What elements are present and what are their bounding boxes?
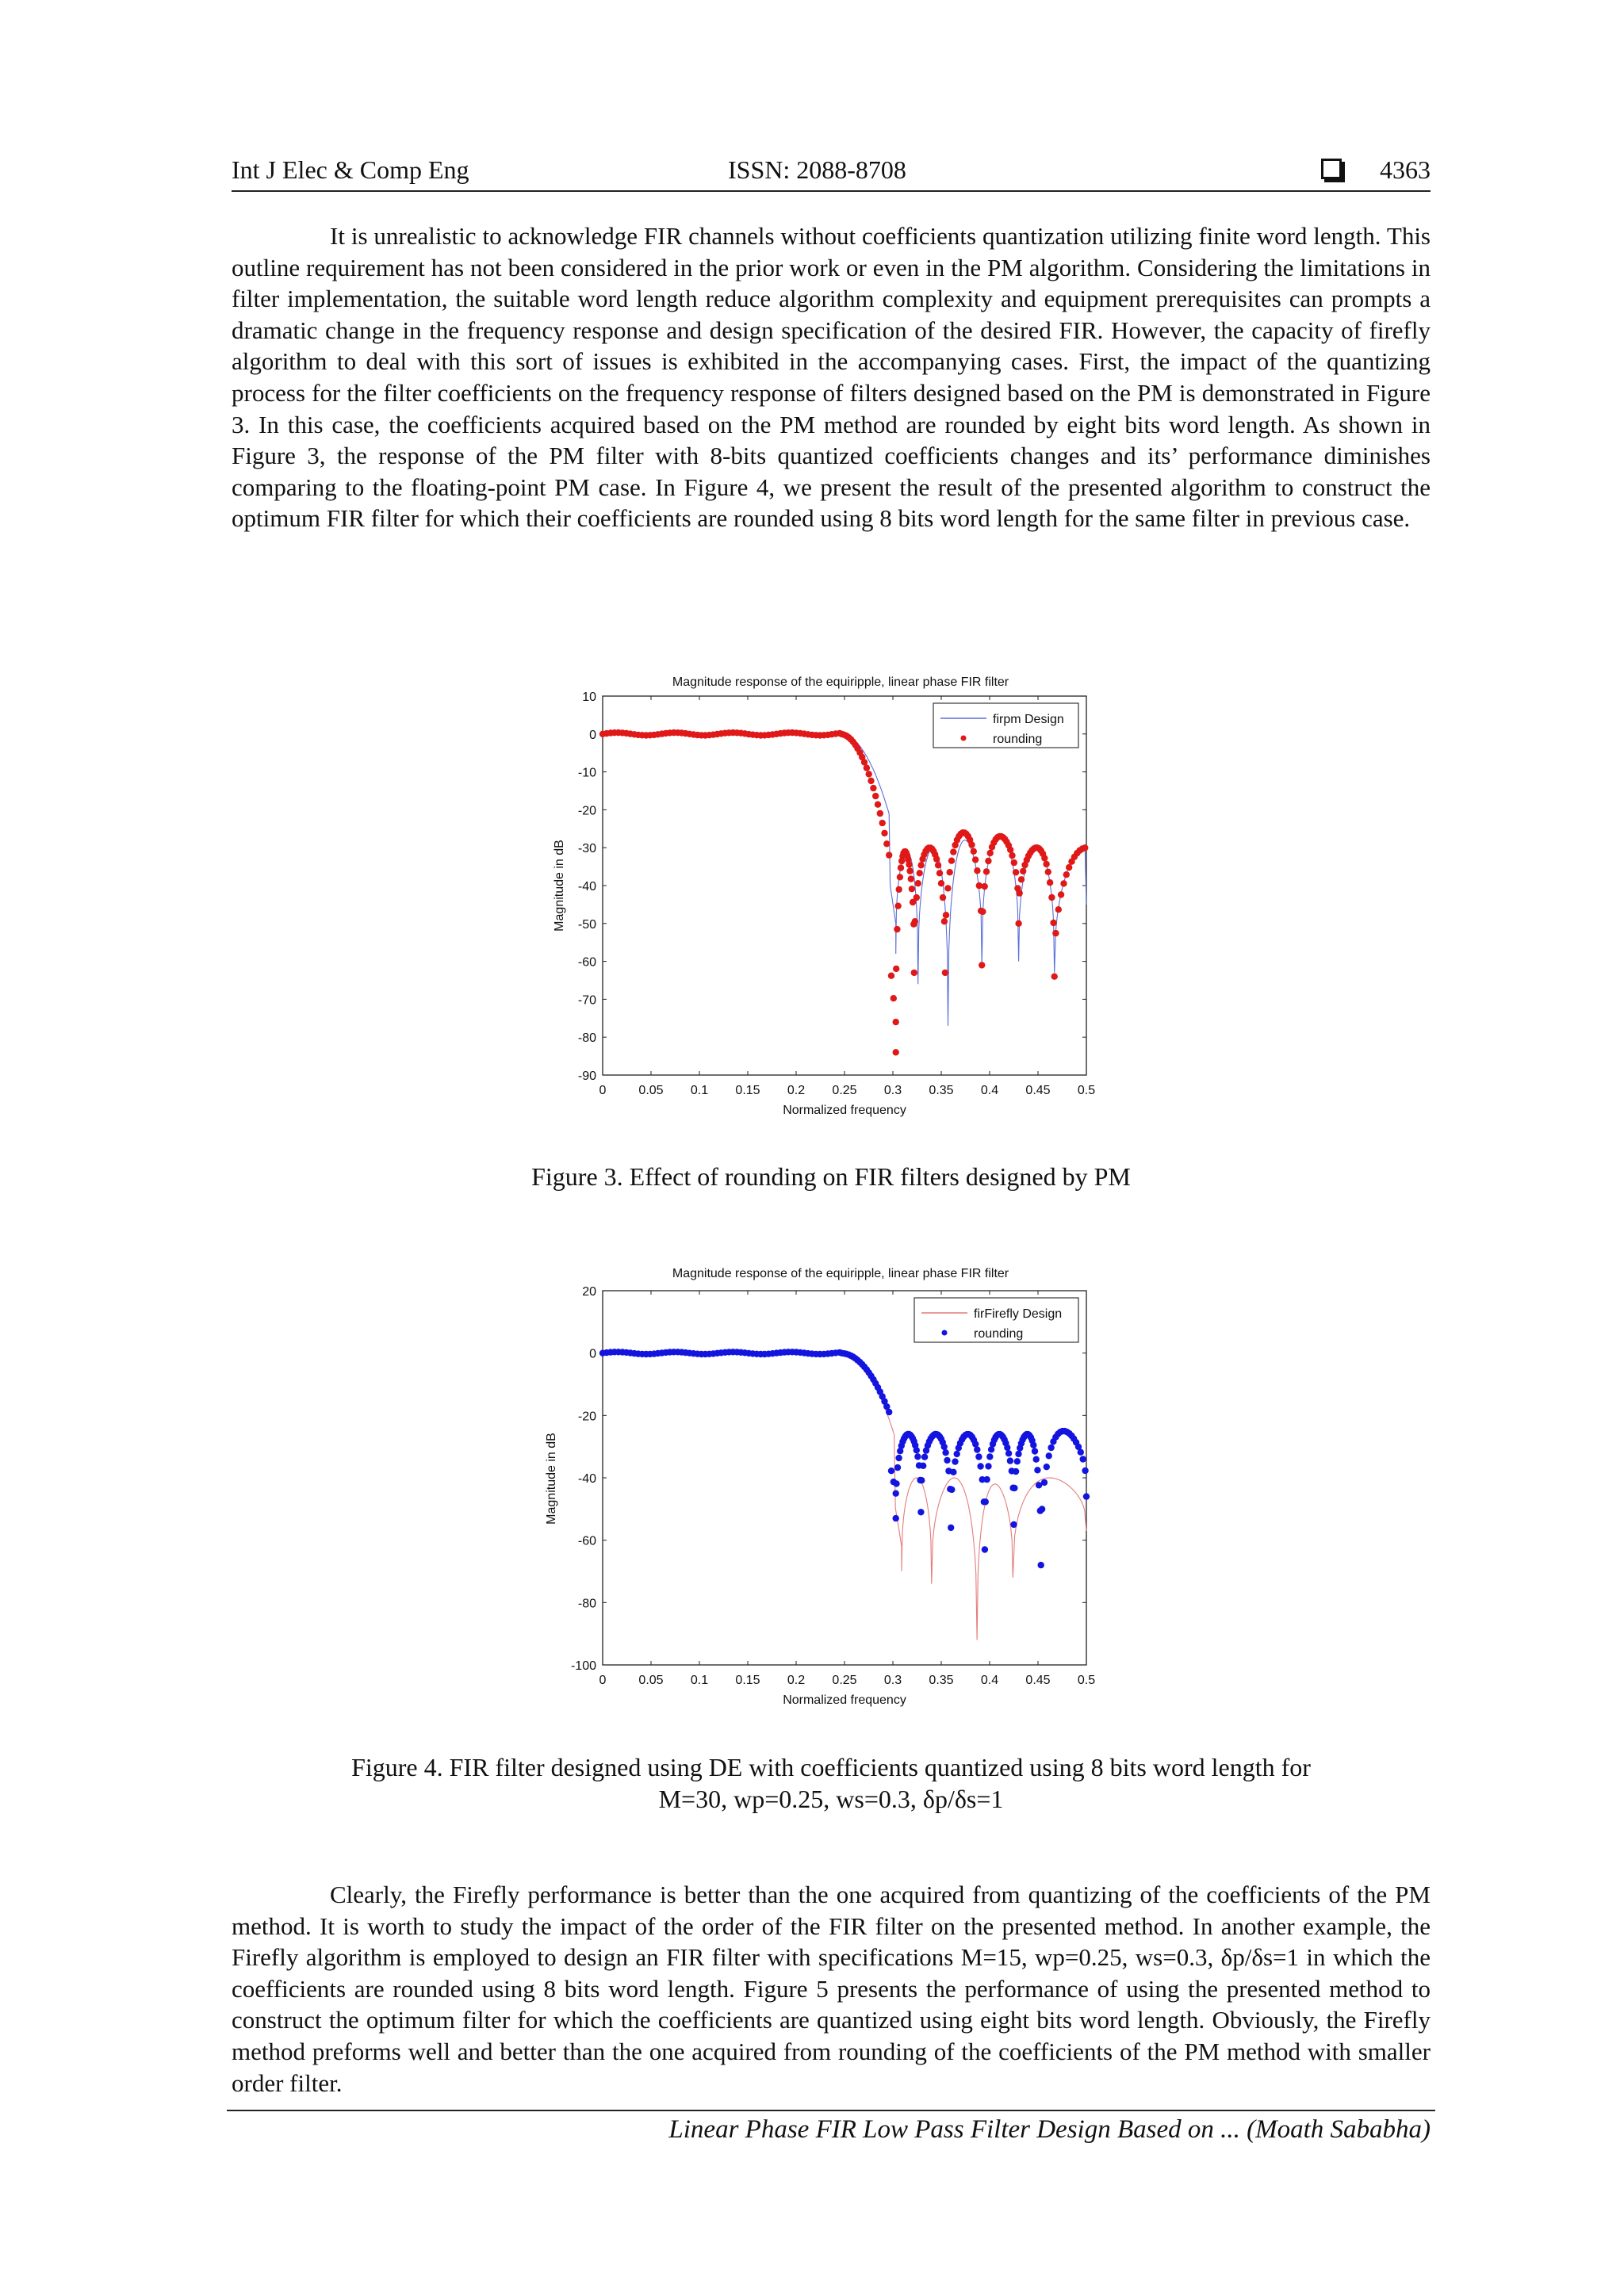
data-point <box>987 850 994 856</box>
data-point <box>1017 890 1023 896</box>
data-point <box>877 810 883 817</box>
null-point <box>893 1049 899 1055</box>
data-point <box>914 894 920 901</box>
data-point <box>952 1458 958 1464</box>
data-point <box>1044 1464 1050 1470</box>
legend-entry-1: firpm Design <box>993 713 1064 726</box>
x-axis-label: Normalized frequency <box>783 1104 906 1117</box>
page-number: 4363 <box>1380 155 1431 184</box>
chart-title: Magnitude response of the equiripple, linear phase FIR filter <box>672 675 1009 689</box>
data-point <box>935 862 941 868</box>
x-axis-label: Normalized frequency <box>783 1693 906 1707</box>
data-point <box>1013 869 1019 875</box>
data-point <box>908 875 914 882</box>
null-point <box>948 1525 954 1531</box>
data-point <box>914 1447 920 1453</box>
data-point <box>983 868 990 874</box>
data-point <box>1014 1458 1021 1464</box>
legend-marker-swatch <box>942 1330 948 1336</box>
journal-name: Int J Elec & Comp Eng <box>232 155 469 184</box>
y-tick-label: 10 <box>582 691 596 704</box>
y-axis-label: Magnitude in dB <box>545 1433 558 1525</box>
x-tick-label: 0.45 <box>1025 1084 1051 1097</box>
data-point <box>1043 861 1049 867</box>
data-point <box>1080 1456 1086 1462</box>
data-point <box>974 867 980 874</box>
data-point <box>920 1463 926 1469</box>
figure-3-caption: Figure 3. Effect of rounding on FIR filters designed by PM <box>531 1162 1131 1191</box>
data-point <box>972 856 979 863</box>
y-tick-label: 20 <box>582 1285 596 1299</box>
x-tick-label: 0.5 <box>1077 1084 1096 1097</box>
y-tick-label: 0 <box>589 1347 596 1361</box>
data-point <box>982 883 988 890</box>
data-point <box>1060 880 1067 886</box>
data-point <box>1063 871 1070 878</box>
null-point <box>1038 1562 1044 1568</box>
figure-4-caption-line-1: Figure 4. FIR filter designed using DE with coefficients quantized using 8 bits word length for <box>351 1753 1311 1781</box>
data-point <box>954 1451 960 1457</box>
data-point <box>888 1468 894 1474</box>
null-point <box>979 962 985 968</box>
data-point <box>917 870 923 876</box>
data-point <box>974 1446 980 1452</box>
plot-frame <box>603 696 1086 1075</box>
figure-4-caption-line-2: M=30, wp=0.25, ws=0.3, δp/δs=1 <box>658 1785 1004 1813</box>
data-point <box>893 966 899 972</box>
data-point <box>947 869 953 875</box>
y-tick-label: -80 <box>577 1031 596 1046</box>
data-point <box>941 918 948 924</box>
x-tick-label: 0.05 <box>638 1084 664 1097</box>
x-tick-label: 0.4 <box>980 1084 999 1097</box>
data-point <box>917 862 924 868</box>
data-point <box>950 848 956 855</box>
y-tick-label: 0 <box>589 728 596 742</box>
figure-4-caption <box>232 1751 1431 1815</box>
data-point <box>895 1455 902 1461</box>
data-point <box>912 918 918 924</box>
data-point <box>914 1453 921 1460</box>
data-point <box>918 1477 925 1483</box>
data-point <box>936 870 943 876</box>
data-point <box>1005 1450 1012 1456</box>
legend <box>933 703 1078 748</box>
null-point <box>911 970 917 976</box>
data-point <box>921 1454 928 1460</box>
data-point <box>909 886 915 892</box>
y-tick-label: -90 <box>577 1070 596 1083</box>
x-tick-label: 0.1 <box>690 1084 709 1097</box>
figure-4-chart <box>531 1257 1102 1717</box>
data-point <box>1009 852 1015 859</box>
null-point <box>917 1509 924 1515</box>
data-point <box>1082 1468 1088 1474</box>
y-tick-label: -10 <box>577 766 596 780</box>
data-point <box>1007 847 1013 853</box>
data-point <box>971 848 977 855</box>
data-point <box>897 874 903 880</box>
x-tick-label: 0.2 <box>787 1084 806 1097</box>
data-point <box>894 926 900 932</box>
data-point <box>1047 879 1053 886</box>
figure-4 <box>531 1257 1102 1717</box>
data-point <box>866 771 872 777</box>
x-tick-label: 0.25 <box>832 1084 857 1097</box>
data-point <box>985 858 991 864</box>
data-point <box>1041 855 1048 861</box>
data-point <box>1032 1448 1038 1454</box>
data-point <box>1052 930 1059 936</box>
legend-entry-1: firFirefly Design <box>974 1307 1063 1321</box>
data-point <box>1048 894 1055 901</box>
data-point <box>1020 868 1026 874</box>
y-tick-label: -40 <box>577 880 596 894</box>
data-point <box>938 880 944 886</box>
data-point <box>933 855 940 862</box>
null-point <box>1083 1493 1090 1499</box>
y-tick-label: -40 <box>577 1472 596 1486</box>
data-point <box>982 1498 989 1505</box>
x-tick-label: 0.15 <box>735 1674 760 1687</box>
data-point <box>906 861 912 867</box>
data-point <box>881 830 887 836</box>
y-tick-label: -20 <box>577 1410 596 1424</box>
data-point <box>941 1444 948 1450</box>
data-point <box>1048 1445 1054 1451</box>
figure-3-chart <box>531 666 1102 1126</box>
x-tick-label: 0.5 <box>1077 1674 1096 1687</box>
y-tick-label: -70 <box>577 993 596 1008</box>
x-tick-label: 0.15 <box>735 1084 760 1097</box>
data-point <box>896 886 902 893</box>
null-point <box>942 970 948 976</box>
y-tick-label: -30 <box>577 842 596 856</box>
data-point <box>861 759 868 765</box>
data-point <box>886 851 892 858</box>
data-point <box>1011 859 1017 866</box>
y-axis-label: Magnitude in dB <box>553 840 566 932</box>
issn: ISSN: 2088-8708 <box>728 155 906 184</box>
data-point <box>893 1490 899 1497</box>
y-tick-label: -80 <box>577 1597 596 1611</box>
legend-entry-2: rounding <box>993 733 1043 746</box>
data-point <box>1033 1456 1040 1463</box>
null-point <box>982 1546 988 1552</box>
data-point <box>886 1409 892 1415</box>
data-point <box>979 909 986 915</box>
x-tick-label: 0.3 <box>883 1084 902 1097</box>
x-tick-label: 0.25 <box>832 1674 857 1687</box>
null-point <box>1010 1521 1017 1528</box>
data-point <box>1034 1467 1040 1473</box>
data-point <box>898 864 904 871</box>
data-point <box>883 840 890 847</box>
data-point <box>864 764 870 771</box>
x-tick-label: 0.05 <box>638 1674 664 1687</box>
data-point <box>870 785 876 791</box>
data-point <box>893 1480 899 1487</box>
data-point <box>944 885 951 891</box>
data-point <box>894 1464 901 1471</box>
paragraph-1: It is unrealistic to acknowledge FIR channels without coefficients quantization utilizing finite word length. This outline requirement has not been considered in the prior work or even in the PM algorithm. Considering the limitations in filter implementation, the suitable word length reduce algorithm complexity and equipment prerequisites can prompts a dramatic change in the frequency response and design specification of the desired FIR. However, the capacity of firefly algorithm to deal with this sort of issues is exhibited in the accompanying cases. First, the impact of the quantizing process for the filter coefficients on the frequency response of filters designed based on the PM is demonstrated in Figure 3. In this case, the coefficients acquired based on the PM method are rounded by eight bits word length. As shown in Figure 3, the response of the PM filter with 8-bits quantized coefficients changes and its’ performance diminishes comparing to the floating-point PM case. In Figure 4, we present the result of the presented algorithm to construct the optimum FIR filter for which their coefficients are rounded using 8 bits word length for the same filter in previous case. <box>232 222 1431 533</box>
data-point <box>948 1487 955 1493</box>
data-point <box>1011 1485 1017 1491</box>
running-header <box>232 155 1431 192</box>
data-point <box>942 1449 948 1456</box>
data-point <box>1004 1445 1010 1451</box>
data-point <box>940 894 946 901</box>
data-point <box>893 1019 899 1025</box>
x-tick-label: 0.35 <box>929 1674 954 1687</box>
y-tick-label: -50 <box>577 917 596 932</box>
data-point <box>1045 869 1051 875</box>
data-point <box>1050 920 1056 926</box>
data-point <box>915 880 921 886</box>
figure-3 <box>531 666 1102 1126</box>
square-icon <box>1321 159 1342 179</box>
data-point <box>879 820 886 826</box>
x-tick-label: 0.3 <box>883 1674 902 1687</box>
null-point <box>1015 920 1021 927</box>
x-tick-label: 0 <box>599 1084 607 1097</box>
data-point <box>1030 1442 1036 1448</box>
data-point <box>948 858 955 864</box>
y-tick-label: -20 <box>577 804 596 818</box>
data-point <box>986 1453 993 1460</box>
x-tick-label: 0.1 <box>690 1674 709 1687</box>
data-point <box>1018 876 1025 882</box>
data-point <box>944 1457 950 1464</box>
footer-rule <box>227 2110 1435 2111</box>
x-tick-label: 0 <box>599 1674 607 1687</box>
data-point <box>894 903 901 909</box>
data-point <box>968 841 975 848</box>
legend-marker-swatch <box>961 736 967 741</box>
data-point <box>1039 1506 1045 1512</box>
data-point <box>983 1476 990 1483</box>
running-footer: Linear Phase FIR Low Pass Filter Design Based on ... (Moath Sababha) <box>668 2115 1431 2144</box>
data-point <box>1055 906 1062 913</box>
null-point <box>1051 974 1058 980</box>
paragraph-2: Clearly, the Firefly performance is better than the one acquired from quantizing of the coefficients of the PM method. It is worth to study the impact of the order of the FIR filter on the presented method. In another example, the Firefly algorithm is employed to design an FIR filter with specifications M=15, wp=0.25, ws=0.3, δp/δs=1 in which the coefficients are rounded using 8 bits word length. Figure 5 presents the performance of using the presented method to construct the optimum filter for which the coefficients are quantized using eight bits word length. Obviously, the Firefly method preforms well and better than the one acquired from rounding of the coefficients of the PM method with smaller order filter. <box>232 1881 1431 2097</box>
data-point <box>975 1453 982 1460</box>
chart-title: Magnitude response of the equiripple, linear phase FIR filter <box>672 1267 1009 1280</box>
x-tick-label: 0.35 <box>929 1084 954 1097</box>
data-point <box>1013 1468 1019 1475</box>
data-point <box>977 1463 983 1469</box>
y-tick-label: -60 <box>577 955 596 970</box>
data-point <box>1041 1479 1048 1486</box>
data-point <box>1015 1451 1021 1457</box>
x-tick-label: 0.2 <box>787 1674 806 1687</box>
data-point <box>868 778 874 784</box>
page-number-group <box>1321 155 1431 185</box>
plot-frame <box>603 1291 1086 1665</box>
x-tick-label: 0.4 <box>980 1674 999 1687</box>
data-point <box>888 973 894 979</box>
data-point <box>943 912 949 918</box>
data-point <box>1082 844 1088 851</box>
data-point <box>872 793 879 799</box>
legend <box>914 1298 1078 1342</box>
data-point <box>950 1469 956 1475</box>
null-point <box>893 1515 899 1521</box>
data-point <box>906 867 913 874</box>
data-point <box>1078 1449 1084 1456</box>
data-point <box>1058 891 1064 897</box>
data-point <box>875 802 881 808</box>
x-tick-label: 0.45 <box>1025 1674 1051 1687</box>
data-point <box>985 1463 991 1469</box>
legend-entry-2: rounding <box>974 1327 1024 1341</box>
data-point <box>1007 1457 1013 1464</box>
y-tick-label: -100 <box>570 1659 596 1673</box>
data-point <box>891 995 897 1001</box>
data-point <box>1066 864 1072 871</box>
y-tick-label: -60 <box>577 1534 596 1548</box>
data-point <box>1046 1452 1052 1459</box>
